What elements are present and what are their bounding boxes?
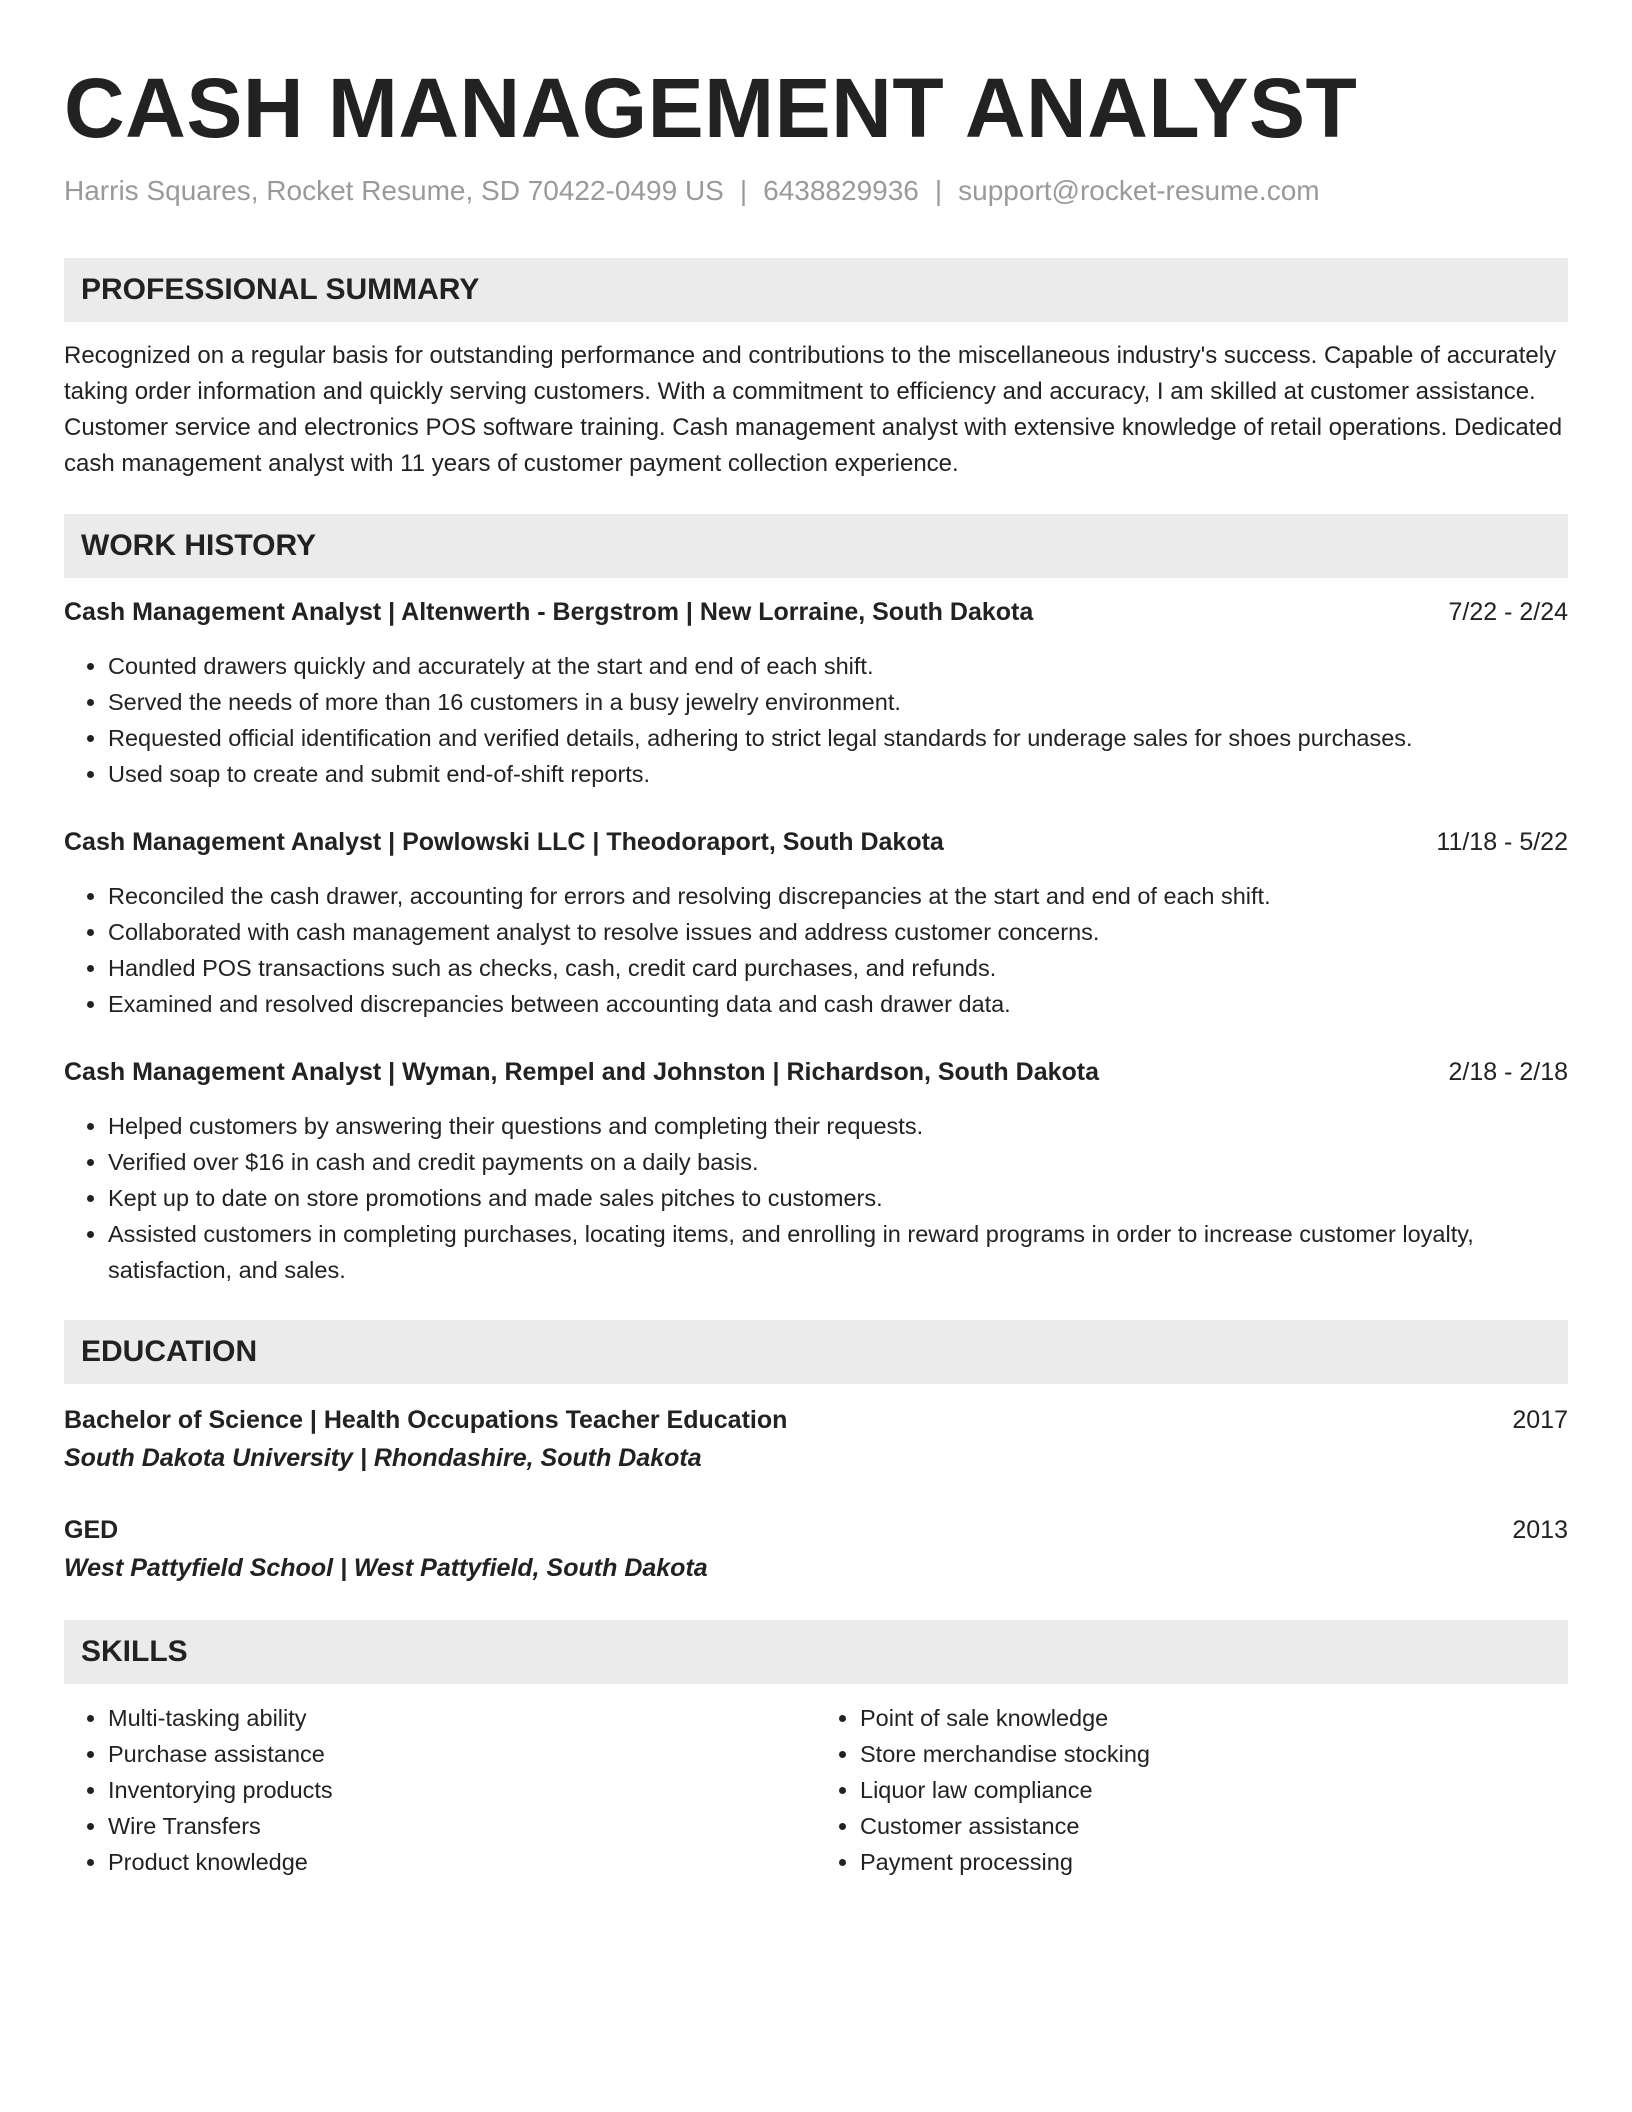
job-bullet: • Collaborated with cash management analyst to resolve issues and address customer concerns. — [108, 914, 1568, 950]
job-bullet: • Counted drawers quickly and accurately at the start and end of each shift. — [108, 648, 1568, 684]
job-bullet: • Requested official identification and verified details, adhering to strict legal standards for underage sales for shoes purchases. — [108, 720, 1568, 756]
job-header — [64, 1054, 1568, 1090]
contact-email: support@rocket-resume.com — [958, 175, 1320, 206]
job-title: Cash Management Analyst | Altenwerth - Bergstrom | New Lorraine, South Dakota — [64, 598, 1034, 626]
skill-item: • Wire Transfers — [108, 1808, 816, 1844]
job-bullet: • Kept up to date on store promotions and made sales pitches to customers. — [108, 1180, 1568, 1216]
job-header — [64, 594, 1568, 630]
summary-text: Recognized on a regular basis for outstanding performance and contributions to the miscellaneous industry's success. Capable of accurately taking order information and quickly serving customers. With a commitment to efficiency and accuracy, I am skilled at customer assistance. Customer service and electronics POS software training. Cash management analyst with extensive knowledge of retail operations. Dedicated cash management analyst with 11 years of customer payment collection experience. — [64, 342, 1563, 477]
job-title: Cash Management Analyst | Powlowski LLC | Theodoraport, South Dakota — [64, 828, 944, 856]
job-bullet: • Used soap to create and submit end-of-shift reports. — [108, 756, 1568, 792]
job-header — [64, 824, 1568, 860]
skill-item: • Product knowledge — [108, 1844, 816, 1880]
job-bullets — [64, 1108, 1568, 1288]
contact-line — [64, 174, 1568, 208]
skills-column-left — [64, 1700, 816, 1880]
job-bullet: • Reconciled the cash drawer, accounting for errors and resolving discrepancies at the start and end of each shift. — [108, 878, 1568, 914]
education-year: 2017 — [1512, 1406, 1568, 1434]
job-title: Cash Management Analyst | Wyman, Rempel and Johnston | Richardson, South Dakota — [64, 1058, 1099, 1086]
job-entry — [64, 594, 1568, 792]
job-bullets — [64, 878, 1568, 1022]
job-bullet: • Helped customers by answering their questions and completing their requests. — [108, 1108, 1568, 1144]
education-year: 2013 — [1512, 1516, 1568, 1544]
skill-item: • Customer assistance — [860, 1808, 1568, 1844]
skills-list — [64, 1700, 1568, 1880]
job-entry — [64, 824, 1568, 1022]
job-bullet: • Verified over $16 in cash and credit payments on a daily basis. — [108, 1144, 1568, 1180]
job-bullet: • Served the needs of more than 16 customers in a busy jewelry environment. — [108, 684, 1568, 720]
education-entry — [64, 1402, 1568, 1478]
contact-separator: | — [934, 175, 943, 206]
skill-item: • Payment processing — [860, 1844, 1568, 1880]
contact-address: Harris Squares, Rocket Resume, SD 70422-0499 US — [64, 175, 724, 206]
education-degree: Bachelor of Science | Health Occupations Teacher Education — [64, 1406, 788, 1434]
skill-item: • Multi-tasking ability — [108, 1700, 816, 1736]
section-heading-work-history: WORK HISTORY — [64, 514, 1568, 578]
education-school: West Pattyfield School | West Pattyfield, South Dakota — [64, 1554, 708, 1582]
skill-item: • Point of sale knowledge — [860, 1700, 1568, 1736]
job-bullets — [64, 648, 1568, 792]
section-heading-skills: SKILLS — [64, 1620, 1568, 1684]
job-entry — [64, 1054, 1568, 1288]
skill-item: • Store merchandise stocking — [860, 1736, 1568, 1772]
skill-item: • Liquor law compliance — [860, 1772, 1568, 1808]
job-bullet: • Examined and resolved discrepancies between accounting data and cash drawer data. — [108, 986, 1568, 1022]
job-bullet: • Handled POS transactions such as checks, cash, credit card purchases, and refunds. — [108, 950, 1568, 986]
contact-phone: 6438829936 — [763, 175, 919, 206]
job-dates: 11/18 - 5/22 — [1436, 828, 1568, 856]
job-bullet: • Assisted customers in completing purchases, locating items, and enrolling in reward programs in order to increase customer loyalty, satisfaction, and sales. — [108, 1216, 1568, 1288]
skill-item: • Inventorying products — [108, 1772, 816, 1808]
section-heading-education: EDUCATION — [64, 1320, 1568, 1384]
education-entry — [64, 1512, 1568, 1588]
job-dates: 7/22 - 2/24 — [1448, 598, 1568, 626]
section-heading-summary: PROFESSIONAL SUMMARY — [64, 258, 1568, 322]
education-header — [64, 1402, 1568, 1438]
candidate-name: CASH MANAGEMENT ANALYST — [64, 61, 1358, 155]
education-header — [64, 1512, 1568, 1548]
skill-item: • Purchase assistance — [108, 1736, 816, 1772]
education-degree: GED — [64, 1516, 119, 1544]
job-dates: 2/18 - 2/18 — [1448, 1058, 1568, 1086]
skills-column-right — [816, 1700, 1568, 1880]
contact-separator: | — [739, 175, 748, 206]
education-school: South Dakota University | Rhondashire, South Dakota — [64, 1444, 702, 1472]
